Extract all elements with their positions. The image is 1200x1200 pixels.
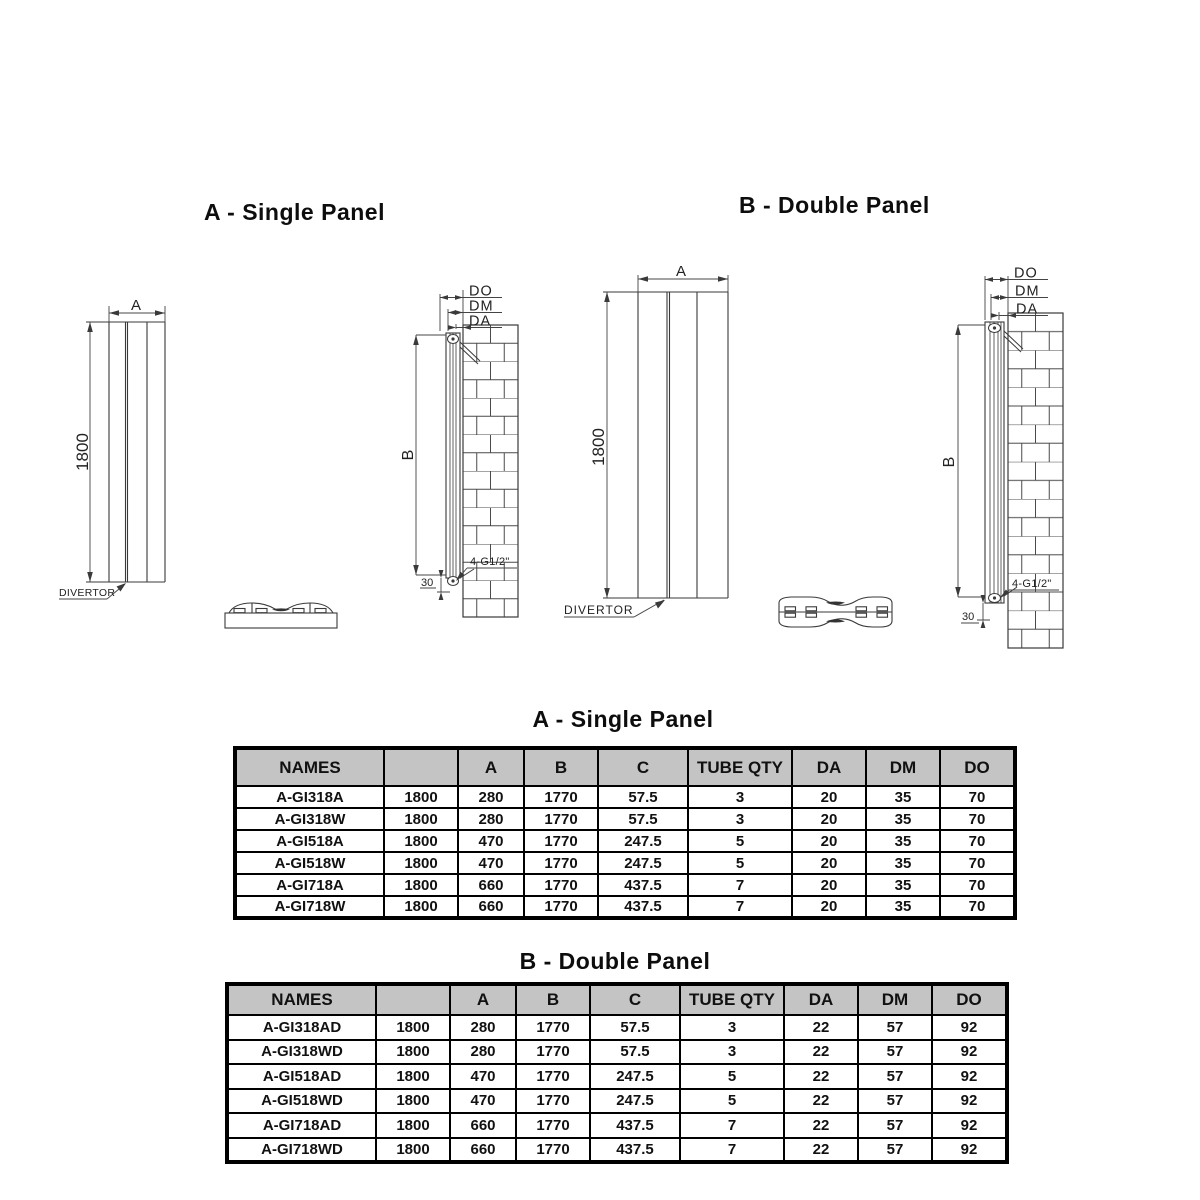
table-cell: 7 bbox=[688, 896, 792, 918]
table-row bbox=[235, 830, 1015, 852]
table-cell: 437.5 bbox=[598, 896, 688, 918]
table-row bbox=[227, 1015, 1007, 1040]
table-row bbox=[227, 1113, 1007, 1138]
double-panel-section-title: B - Double Panel bbox=[739, 192, 930, 218]
single-panel-section-title: A - Single Panel bbox=[204, 199, 385, 225]
table-cell: 470 bbox=[458, 852, 524, 874]
table-cell: 20 bbox=[792, 896, 866, 918]
table-cell: A-GI518WD bbox=[227, 1089, 376, 1114]
col-header-blank bbox=[376, 984, 450, 1015]
table-cell: 57.5 bbox=[590, 1040, 680, 1065]
table-cell: 7 bbox=[680, 1138, 784, 1163]
single-bottom-offset-label: 30 bbox=[421, 577, 434, 589]
table-cell: 437.5 bbox=[590, 1113, 680, 1138]
single-side-arrows bbox=[413, 295, 471, 600]
table-cell: 280 bbox=[450, 1015, 516, 1040]
col-header-tube-qty: TUBE QTY bbox=[680, 984, 784, 1015]
table-cell: 470 bbox=[450, 1064, 516, 1089]
col-header-names: NAMES bbox=[235, 748, 384, 786]
double-front-width-label: A bbox=[675, 263, 687, 280]
table-cell: 20 bbox=[792, 874, 866, 896]
table-cell: 57.5 bbox=[590, 1015, 680, 1040]
table-cell: 22 bbox=[784, 1040, 858, 1065]
table-cell: 1770 bbox=[524, 830, 598, 852]
table-row bbox=[227, 1064, 1007, 1089]
double-front-height-label: 1800 bbox=[589, 428, 608, 466]
table-cell: 70 bbox=[940, 786, 1015, 808]
table-cell: 5 bbox=[680, 1089, 784, 1114]
table-cell: A-GI718WD bbox=[227, 1138, 376, 1163]
table-cell: 57.5 bbox=[598, 786, 688, 808]
table-cell: 1770 bbox=[516, 1015, 590, 1040]
col-header-b: B bbox=[516, 984, 590, 1015]
table-row bbox=[227, 1040, 1007, 1065]
table-row bbox=[235, 852, 1015, 874]
double-panel-table bbox=[225, 982, 1009, 1164]
table-cell: 92 bbox=[932, 1040, 1007, 1065]
table-cell: 70 bbox=[940, 852, 1015, 874]
double-front-view bbox=[603, 292, 728, 598]
table-cell: 660 bbox=[450, 1113, 516, 1138]
table-cell: 1800 bbox=[376, 1015, 450, 1040]
double-dim-da-label: DA bbox=[1016, 301, 1039, 318]
double-panel-drawing bbox=[555, 250, 1120, 670]
table-cell: A-GI718W bbox=[235, 896, 384, 918]
table-cell: 470 bbox=[450, 1089, 516, 1114]
col-header-blank bbox=[384, 748, 458, 786]
table-cell: 20 bbox=[792, 830, 866, 852]
col-header-dm: DM bbox=[866, 748, 940, 786]
table-cell: 1770 bbox=[524, 896, 598, 918]
table-cell: 280 bbox=[450, 1040, 516, 1065]
table-cell: 1770 bbox=[524, 808, 598, 830]
table-cell: 1770 bbox=[524, 874, 598, 896]
table-cell: A-GI518W bbox=[235, 852, 384, 874]
double-dim-dm-label: DM bbox=[1015, 283, 1040, 300]
single-front-arrows bbox=[87, 310, 165, 591]
table-cell: 35 bbox=[866, 874, 940, 896]
single-panel-drawing bbox=[50, 255, 560, 660]
table-cell: 1770 bbox=[524, 786, 598, 808]
table-cell: 1770 bbox=[524, 852, 598, 874]
col-header-c: C bbox=[598, 748, 688, 786]
single-panel-table bbox=[233, 746, 1017, 920]
table-cell: A-GI718A bbox=[235, 874, 384, 896]
table-row bbox=[235, 786, 1015, 808]
header-row bbox=[227, 984, 1007, 1015]
table-cell: 1800 bbox=[384, 786, 458, 808]
table-cell: 22 bbox=[784, 1015, 858, 1040]
table-cell: 35 bbox=[866, 896, 940, 918]
table-cell: 247.5 bbox=[590, 1064, 680, 1089]
table-cell: A-GI518AD bbox=[227, 1064, 376, 1089]
table-cell: 92 bbox=[932, 1138, 1007, 1163]
table-cell: 22 bbox=[784, 1064, 858, 1089]
table-cell: 35 bbox=[866, 852, 940, 874]
single-dim-da-label: DA bbox=[469, 313, 492, 330]
single-dim-dm-label: DM bbox=[469, 298, 494, 315]
table-cell: A-GI518A bbox=[235, 830, 384, 852]
table-row bbox=[227, 1138, 1007, 1163]
table-cell: 280 bbox=[458, 786, 524, 808]
table-cell: 1800 bbox=[376, 1040, 450, 1065]
table-cell: 1800 bbox=[384, 808, 458, 830]
table-cell: 20 bbox=[792, 808, 866, 830]
table-cell: 3 bbox=[688, 786, 792, 808]
table-cell: 1800 bbox=[384, 896, 458, 918]
col-header-b: B bbox=[524, 748, 598, 786]
table-cell: 247.5 bbox=[590, 1089, 680, 1114]
table-row bbox=[235, 808, 1015, 830]
table-cell: 92 bbox=[932, 1113, 1007, 1138]
table-cell: 1770 bbox=[516, 1113, 590, 1138]
table-cell: A-GI318W bbox=[235, 808, 384, 830]
single-front-width-label: A bbox=[130, 297, 142, 314]
table-cell: 247.5 bbox=[598, 852, 688, 874]
double-dim-do-label: DO bbox=[1014, 265, 1038, 282]
single-top-view bbox=[225, 603, 337, 628]
table-cell: 1770 bbox=[516, 1040, 590, 1065]
single-side-view bbox=[446, 325, 518, 617]
table-cell: 660 bbox=[450, 1138, 516, 1163]
table-cell: 1800 bbox=[384, 830, 458, 852]
table-cell: 57 bbox=[858, 1138, 932, 1163]
table-cell: 35 bbox=[866, 830, 940, 852]
table-cell: 92 bbox=[932, 1064, 1007, 1089]
table-cell: 1770 bbox=[516, 1064, 590, 1089]
table-cell: 70 bbox=[940, 808, 1015, 830]
col-header-do: DO bbox=[932, 984, 1007, 1015]
double-top-view bbox=[779, 597, 892, 627]
single-divertor-label: DIVERTOR bbox=[59, 587, 116, 599]
table-cell: 660 bbox=[458, 874, 524, 896]
table-cell: 1800 bbox=[376, 1113, 450, 1138]
table-cell: 1800 bbox=[376, 1089, 450, 1114]
table-cell: 70 bbox=[940, 874, 1015, 896]
table-cell: 70 bbox=[940, 830, 1015, 852]
table-row bbox=[227, 1089, 1007, 1114]
table-cell: 1800 bbox=[384, 874, 458, 896]
table-cell: 3 bbox=[680, 1015, 784, 1040]
table-cell: 3 bbox=[688, 808, 792, 830]
double-connection-label: 4-G1/2" bbox=[1012, 578, 1052, 590]
single-connection-label: 4-G1/2" bbox=[470, 556, 510, 568]
double-side-depth-label: B bbox=[941, 456, 958, 468]
double-bottom-offset-label: 30 bbox=[962, 611, 975, 623]
col-header-a: A bbox=[450, 984, 516, 1015]
double-front-arrows bbox=[604, 276, 728, 608]
table-cell: 280 bbox=[458, 808, 524, 830]
table-cell: 1800 bbox=[384, 852, 458, 874]
single-front-view bbox=[86, 322, 165, 582]
col-header-a: A bbox=[458, 748, 524, 786]
col-header-da: DA bbox=[792, 748, 866, 786]
table-cell: A-GI718AD bbox=[227, 1113, 376, 1138]
table-cell: A-GI318WD bbox=[227, 1040, 376, 1065]
single-side-depth-label: B bbox=[400, 449, 417, 461]
table-cell: 5 bbox=[688, 830, 792, 852]
double-panel-table-section bbox=[225, 948, 1005, 1164]
table-cell: 437.5 bbox=[590, 1138, 680, 1163]
col-header-c: C bbox=[590, 984, 680, 1015]
double-side-view bbox=[985, 313, 1063, 648]
col-header-tube-qty: TUBE QTY bbox=[688, 748, 792, 786]
table-cell: 22 bbox=[784, 1138, 858, 1163]
table-cell: 470 bbox=[458, 830, 524, 852]
table-cell: 57 bbox=[858, 1089, 932, 1114]
table-cell: 20 bbox=[792, 852, 866, 874]
col-header-da: DA bbox=[784, 984, 858, 1015]
table-cell: 22 bbox=[784, 1089, 858, 1114]
col-header-dm: DM bbox=[858, 984, 932, 1015]
table-cell: 7 bbox=[688, 874, 792, 896]
table-cell: 57 bbox=[858, 1015, 932, 1040]
header-row bbox=[235, 748, 1015, 786]
col-header-names: NAMES bbox=[227, 984, 376, 1015]
table-cell: 1770 bbox=[516, 1089, 590, 1114]
table-cell: 437.5 bbox=[598, 874, 688, 896]
table-row bbox=[235, 896, 1015, 918]
col-header-do: DO bbox=[940, 748, 1015, 786]
table-cell: 3 bbox=[680, 1040, 784, 1065]
table-cell: 35 bbox=[866, 786, 940, 808]
table-cell: 1800 bbox=[376, 1064, 450, 1089]
table-cell: 70 bbox=[940, 896, 1015, 918]
table-cell: 247.5 bbox=[598, 830, 688, 852]
table-cell: 5 bbox=[688, 852, 792, 874]
single-dim-do-label: DO bbox=[469, 283, 493, 300]
table-cell: 7 bbox=[680, 1113, 784, 1138]
table-row bbox=[235, 874, 1015, 896]
table-cell: 57 bbox=[858, 1064, 932, 1089]
table-cell: 57.5 bbox=[598, 808, 688, 830]
table-cell: 20 bbox=[792, 786, 866, 808]
table-cell: 57 bbox=[858, 1040, 932, 1065]
table-cell: A-GI318A bbox=[235, 786, 384, 808]
table-cell: 1770 bbox=[516, 1138, 590, 1163]
table-cell: 660 bbox=[458, 896, 524, 918]
table-cell: 57 bbox=[858, 1113, 932, 1138]
table-cell: 22 bbox=[784, 1113, 858, 1138]
table-cell: 92 bbox=[932, 1015, 1007, 1040]
single-panel-table-section bbox=[233, 706, 1013, 920]
table-cell: 5 bbox=[680, 1064, 784, 1089]
table-cell: 35 bbox=[866, 808, 940, 830]
table-cell: 1800 bbox=[376, 1138, 450, 1163]
table-cell: A-GI318AD bbox=[227, 1015, 376, 1040]
single-front-height-label: 1800 bbox=[73, 433, 92, 471]
double-divertor-label: DIVERTOR bbox=[564, 603, 634, 617]
single-panel-table-title: A - Single Panel bbox=[532, 706, 714, 732]
double-panel-table-title: B - Double Panel bbox=[519, 948, 711, 974]
table-cell: 92 bbox=[932, 1089, 1007, 1114]
